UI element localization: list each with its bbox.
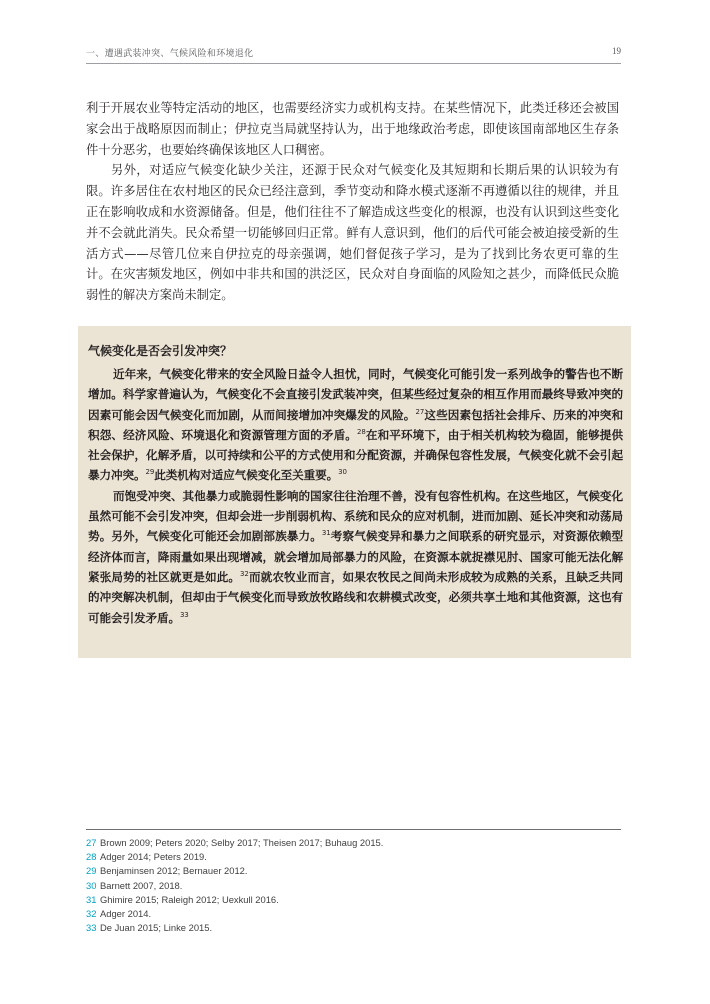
footnote-number: 32: [86, 908, 97, 920]
footnote-item: [86, 921, 621, 935]
box-text: 这些因素包括社会排斥、历来的冲突和积怨、经济风险、环境退化和资源管理方面的矛盾。: [88, 407, 624, 442]
box-text: 此类机构对适应气候变化至关重要。: [154, 468, 339, 483]
footnote-item: [86, 879, 621, 893]
footnote-number: 30: [86, 879, 97, 891]
footnote-text: Adger 2014.: [100, 908, 152, 920]
sidebar-box: [78, 326, 631, 658]
footnote-text: De Juan 2015; Linke 2015.: [100, 922, 213, 934]
footnote-item: [86, 893, 621, 907]
footnote-number: 33: [86, 922, 97, 934]
chapter-title: 一、遭遇武装冲突、气候风险和环境退化: [86, 49, 254, 59]
header-divider: [86, 63, 621, 64]
footnote-item: [86, 864, 621, 878]
footnote-ref[interactable]: 33: [179, 610, 189, 619]
footnote-ref[interactable]: 28: [356, 427, 366, 436]
running-header: [86, 46, 621, 62]
footnote-text: Barnett 2007, 2018.: [100, 879, 183, 891]
footnote-ref[interactable]: 29: [145, 468, 155, 477]
footnote-ref[interactable]: 30: [338, 468, 347, 477]
footnote-list: [86, 836, 621, 935]
box-text: 而饱受冲突、其他暴力或脆弱性影响的国家往往治理不善，没有包容性机构。在这些地区，气候变化虽然可能不会引发冲突，但却会进一步削弱机构、系统和民众的应对机制，进而加剧、延长冲突和动荡局势。另外，气候变化可能还会加剧部族暴力。: [88, 488, 623, 544]
footnote-ref[interactable]: 27: [415, 407, 425, 416]
footnote-number: 31: [86, 893, 97, 905]
main-body: [86, 98, 619, 306]
box-paragraph: [88, 364, 623, 486]
footnote-ref[interactable]: 31: [321, 529, 331, 538]
box-text: 而就农牧业而言，如果农牧民之间尚未形成较为成熟的关系，且缺乏共同的冲突解决机制，但却由于气候变化而导致放牧路线和农耕模式改变，必须共享土地和其他资源，这也有可能会引发矛盾。: [88, 569, 624, 625]
body-paragraph: 另外，对适应气候变化缺少关注，还源于民众对气候变化及其短期和长期后果的认识较为有限。许多居住在农村地区的民众已经注意到，季节变动和降水模式逐渐不再遵循以往的规律，并且正在影响收成和水资源储备。但是，他们往往不了解造成这些变化的根源，也没有认识到这些变化并不会就此消失。民众希望一切能够回归正常。鲜有人意识到，他们的后代可能会被迫接受新的生活方式——尽管几位来自伊拉克的母亲强调，她们督促孩子学习，是为了找到比务农更可靠的生计。在灾害频发地区，例如中非共和国的洪泛区，民众对自身面临的风险知之甚少，而降低民众脆弱性的解决方案尚未制定。: [86, 163, 619, 303]
footnote-text: Ghimire 2015; Raleigh 2012; Uexkull 2016.: [100, 893, 279, 905]
footnote-ref[interactable]: 32: [240, 569, 249, 578]
footnote-item: [86, 850, 621, 864]
box-text: 在和平环境下，由于相关机构较为稳固，能够提供社会保护，化解矛盾，以可持续和公平的方式使用和分配资源，并确保包容性发展，气候变化就不会引起暴力冲突。: [88, 427, 623, 483]
footnote-item: [86, 836, 621, 850]
footnote-number: 28: [86, 851, 97, 863]
box-paragraph: [88, 486, 623, 628]
box-text: 考察气候变异和暴力之间联系的研究显示，对资源依赖型经济体而言，降雨量如果出现增减，就会增加局部暴力的风险，在资源本就捉襟见肘、国家可能无法化解紧张局势的社区就更是如此。: [88, 529, 623, 584]
footnote-number: 27: [86, 837, 97, 848]
footnote-text: Benjaminsen 2012; Bernauer 2012.: [100, 865, 248, 877]
footnote-divider: [86, 829, 621, 830]
footnote-text: Brown 2009; Peters 2020; Selby 2017; Theisen 2017; Buhaug 2015.: [100, 837, 384, 848]
footnote-item: [86, 907, 621, 921]
footnote-text: Adger 2014; Peters 2019.: [100, 851, 207, 863]
box-text: 近年来，气候变化带来的安全风险日益令人担忧，同时，气候变化可能引发一系列战争的警告也不断增加。科学家普遍认为，气候变化不会直接引发武装冲突，但某些经过复杂的相互作用而最终导致冲突的因素可能会因气候变化而加剧，从而间接增加冲突爆发的风险。: [88, 367, 623, 422]
box-heading: 气候变化是否会引发冲突？: [88, 344, 233, 358]
page-number: 19: [612, 46, 621, 56]
footnote-number: 29: [86, 865, 97, 877]
body-paragraph: 利于开展农业等特定活动的地区，也需要经济实力或机构支持。在某些情况下，此类迁移还会被国家会出于战略原因而制止；伊拉克当局就坚持认为，出于地缘政治考虑，即使该国南部地区生存条件十分恶劣，也要始终确保该地区人口稠密。: [86, 101, 619, 157]
